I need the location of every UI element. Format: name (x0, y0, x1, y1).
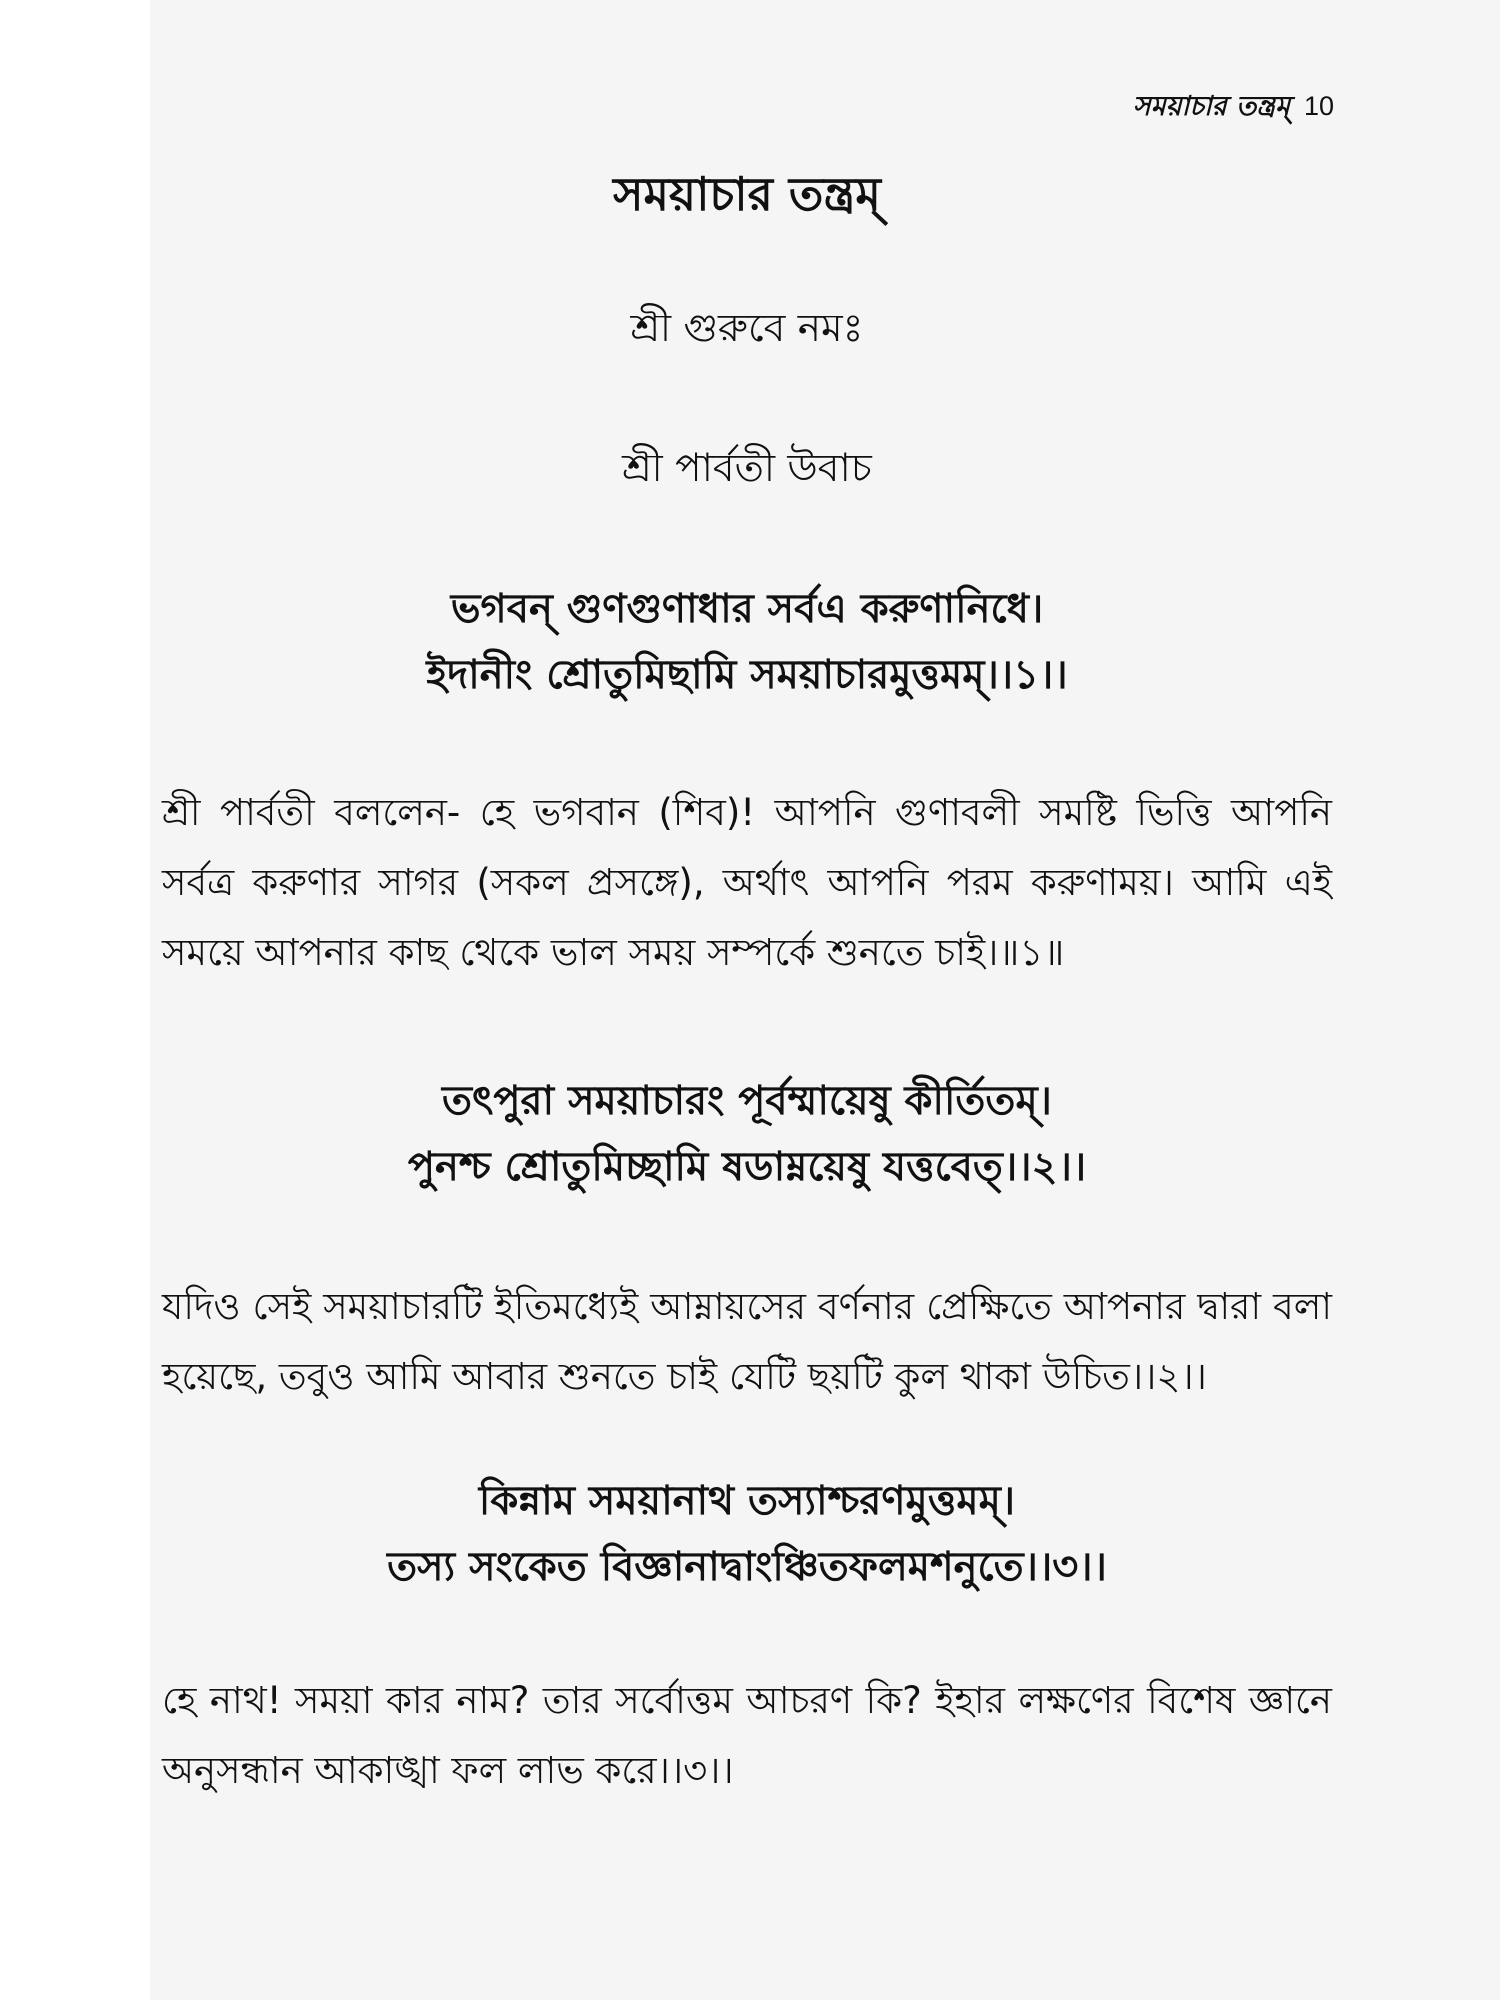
verse-line: ভগবন্ গুণগুণাধার সর্বএ করুণানিধে। (450, 586, 1044, 632)
verse-3 (162, 1468, 1332, 1600)
verse-line: তৎপুরা সময়াচারং পূর্বম্মায়েষু কীর্তিতম্। (442, 1078, 1052, 1124)
verse-1 (162, 576, 1332, 708)
verse-line: তস্য সংকেত বিজ্ঞানাদ্বাংঞ্চিতফলমশনুতে।।৩।। (387, 1544, 1107, 1590)
running-title: সময়াচার তন্ত্রম্ (1132, 91, 1290, 122)
translation-3: হে নাথ! সময়া কার নাম? তার সর্বোত্তম আচরণ কি? ইহার লক্ষণের বিশেষ জ্ঞানে অনুসন্ধান আকাঙ্খা ফল লাভ করে।।৩।। (162, 1679, 1332, 1792)
running-header (1133, 86, 1334, 131)
invocation-guru: শ্রী গুরুবে নমঃ (630, 306, 864, 351)
verse-2 (162, 1068, 1332, 1200)
translation-2: যদিও সেই সময়াচারটি ইতিমধ্যেই আম্নায়সের বর্ণনার প্রেক্ষিতে আপনার দ্বারা বলা হয়েছে, তবুও আমি আবার শুনতে চাই যেটি ছয়টি কুল থাকা উচিত।।২।। (162, 1285, 1332, 1398)
verse-line: পুনশ্চ শ্রোতুমিচ্ছামি ষডাম্নয়েষু যত্তবেত্।।২।। (407, 1144, 1087, 1190)
page-margin (0, 0, 150, 2000)
verse-line: ইদানীং শ্রোতুমিছামি সময়াচারমুত্তমম্।।১।। (426, 652, 1068, 698)
page-number: 10 (1303, 91, 1334, 121)
page-content (162, 148, 1332, 1806)
invocation-parvati: শ্রী পার্বতী উবাচ (622, 446, 872, 491)
translation-1: শ্রী পার্বতী বললেন- হে ভগবান (শিব)! আপনি গুণাবলী সমষ্টি ভিত্তি আপনি সর্বত্র করুণার সাগর (সকল প্রসঙ্গে), অর্থাৎ আপনি পরম করুণাময়। আমি এই সময়ে আপনার কাছ থেকে ভাল সময় সম্পর্কে শুনতে চাই।॥১॥ (162, 791, 1332, 974)
verse-line: কিন্নাম সময়ানাথ তস্যাশ্চরণমুত্তমম্। (478, 1478, 1016, 1524)
page-title: সময়াচার তন্ত্রম্ (613, 167, 881, 221)
